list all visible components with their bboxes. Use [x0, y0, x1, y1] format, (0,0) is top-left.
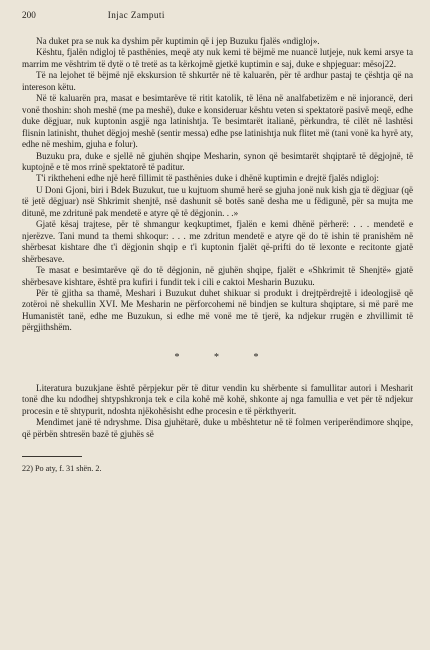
paragraph: Kështu, fjalën ndigloj të pasthënies, meqë aty nuk kemi të bëjmë me nuancë lutjeje, nuk kemi arsye ta marrim me vështrim të dytë o të tretë as ta kërkojmë gjetkë kuptimin e saj, duke e shpjeguar: mësoj22.: [22, 47, 413, 69]
main-text: [22, 36, 413, 440]
paragraph: Te masat e besimtarëve që do të dëgjonin, në gjuhën shqipe, fjalët e «Shkrimit të Shenjtë» gjatë shërbesave kishtare, është pra kufiri i fundit tek i cili e caktoi Mesharin Buzuku.: [22, 265, 413, 287]
section-separator: * * *: [174, 351, 275, 363]
quotation: U Doni Gjoni, biri i Bdek Buzukut, tue u kujtuom shumë herë se gjuha jonë nuk kish gja të dëgjuar (që të jetë dëgjuar) nsë Shkrimit shenjtë, nsë dashunit së botës sanë desha me u fëdigunë, për sa mujta me ditunë, me zdritunë pak mendetë e atyre që të dëgjonin. . .»: [22, 184, 413, 218]
paragraph: Të na lejohet të bëjmë një ekskursion të shkurtër në të kaluarën, për të ardhur pastaj te çështja që na intereson këtu.: [22, 70, 413, 92]
paragraph: Gjatë kësaj trajtese, për të shmangur keqkuptimet, fjalën e kemi dhënë përherë: . . . mendetë e njerëzve. Tani mund ta themi shkoqur: . . . me zdritun mendetë e atyre që do të ishin të pranishëm në shërbesat kishtare dhe t'i dëgjonin shqip e t'i kuptonin fjalët që-prifti do të lexonte e recitonte gjatë shërbesave.: [22, 219, 413, 264]
page-number: 200: [22, 10, 36, 20]
paragraph: Në të kaluarën pra, masat e besimtarëve të ritit katolik, të lëna në analfabetizëm e në injorancë, deri vonë thoshin: shoh meshë (me pa meshë), duke e konsideruar kështu veten si spektatorë pasivë meqë, edhe duke dëgjuar, nuk kuptonin asgjë nga latinishtja. Te besimtarët italianë, përkundra, të cilët në lashtësi flisnin latinisht, thuhet dëgjoj meshë (sentir messa) edhe pse latinishtja nuk flitet më (tani vonë ka hyrë aty, edhe në meshim, gjuha e folur).: [22, 93, 413, 150]
paragraph: Na duket pra se nuk ka dyshim për kuptimin që i jep Buzuku fjalës «ndigloj».: [36, 36, 320, 46]
paragraph: Për të gjitha sa thamë, Meshari i Buzukut duhet shikuar si produkt i drejtpërdrejtë i ideologjisë që zotëroi në shekullin XVI. Me Mesharin ne përforcohemi në bindjen se kultura shqiptare, si më parë me Humanistët tanë, edhe me Buzukun, si edhe më vonë me të tjerë, ka ndjekur rrugën e zhvillimit të përgjithshëm.: [22, 287, 413, 333]
page-header: [22, 10, 413, 20]
paragraph: T'i riktheheni edhe një herë fillimit të pasthënies duke i dhënë kuptimin e drejtë fjalës ndigloj:: [36, 173, 379, 184]
footnote-rule: [22, 456, 82, 457]
running-head: Injac Zamputi: [107, 10, 165, 20]
footnote: 22) Po aty, f. 31 shën. 2.: [22, 464, 102, 474]
paragraph: Mendimet janë të ndryshme. Disa gjuhëtarë, duke u mbështetur në të folmen veriperëndimore shqipe, që përbën shtresën bazë të gjuhës së: [22, 417, 413, 439]
paragraph: Literatura buzukjane është përpjekur për të ditur vendin ku shërbente si famullitar autori i Mesharit tonë dhe ku ndodhej shtypshkronja tek e cila kohë më kohë, shkonte aj nga famullia e vet për të ndjekur procesin e të shtypurit, ndoshta njëkohësisht edhe procesin e të përkthyerit.: [22, 382, 413, 416]
paragraph: Buzuku pra, duke e sjellë në gjuhën shqipe Mesharin, synon që besimtarët shqiptarë të dëgjojnë, të kuptojnë e të mos rrinë spektatorë të paditur.: [22, 150, 413, 172]
